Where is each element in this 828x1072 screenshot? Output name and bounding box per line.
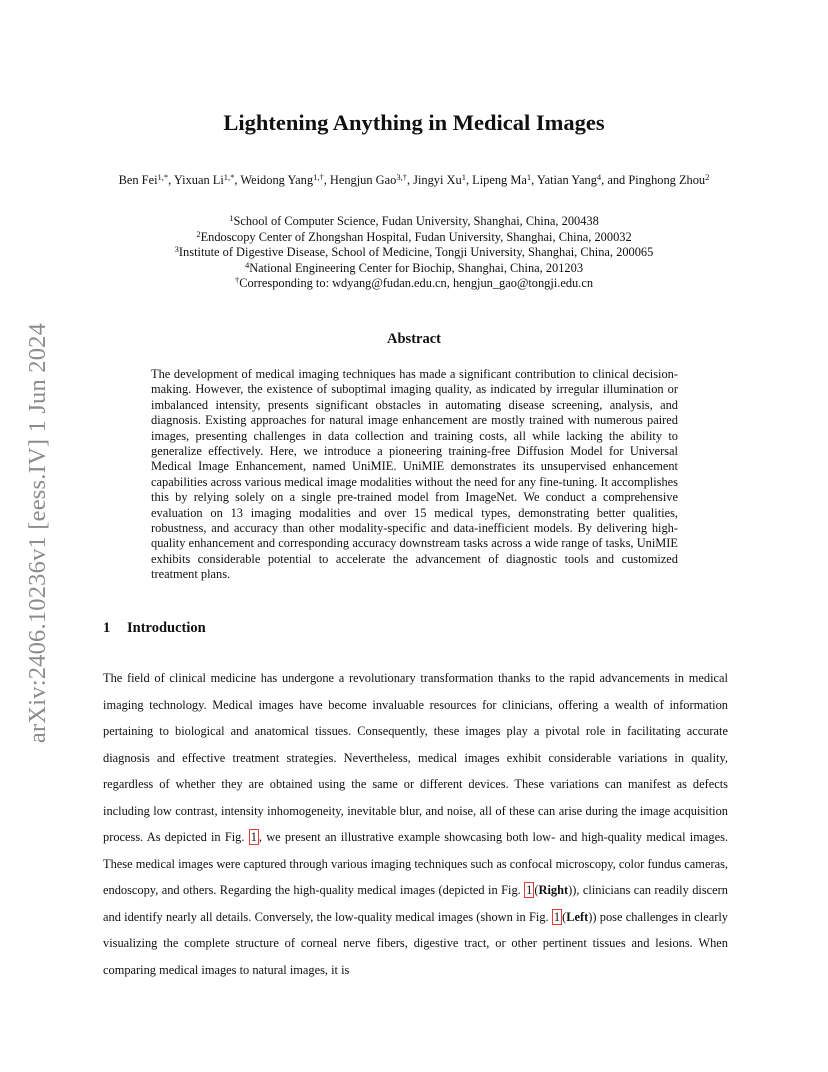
affiliation: $^1$School of Computer Science, Fudan University, Shanghai, China, 200438	[229, 213, 599, 228]
left-label: Left	[566, 909, 589, 924]
figure-reference-link[interactable]: 1	[250, 830, 257, 844]
affiliation-list	[100, 214, 728, 292]
author: Pinghong Zhou$^2$	[628, 172, 710, 187]
affiliation: $^4$National Engineering Center for Biochip, Shanghai, China, 201203	[244, 259, 584, 275]
author-list: Ben Fei$^{1,*}$, Yixuan $Li^{1,*}$, Weidong Yang$^{1,\dagger}$, Hengjun Gao$^{3,\dagger}$, Jingyi Xu$^1$, Lipeng Ma$^1$, Yatian Yang$^4$, and Pinghong Zhou$^2$	[118, 172, 710, 187]
corresponding-author-note: †Corresponding to: wdyang@fudan.edu.cn, hengjun_gao@tongji.edu.cn	[234, 275, 594, 290]
affiliation: $^2$Endoscopy Center of Zhongshan Hospital, Fudan University, Shanghai, China, 200032	[196, 228, 632, 244]
affiliation: $^3$Institute of Digestive Disease, School of Medicine, Tongji University, Shanghai, China, 200065	[174, 244, 654, 259]
arxiv-identifier-stamp	[21, 297, 55, 769]
author: Weidong Yang$^{1,\dagger}$	[240, 172, 324, 187]
figure-reference-link[interactable]: 1	[553, 909, 561, 924]
author: Yixuan $Li^{1,*}$	[173, 172, 235, 187]
section-number: 1	[103, 620, 111, 636]
author: Yatian Yang$^4$	[536, 172, 602, 187]
figure-reference-link[interactable]: 1	[526, 883, 533, 897]
author: Lipeng Ma$^1$	[472, 172, 532, 187]
abstract-text: The development of medical imaging techniques has made a significant contribution to clinical decision-making. However, the existence of suboptimal imaging quality, as indicated by irregular illumination or imbalanced intensity, presents significant obstacles in automating disease screening, analysis, and diagnosis. Existing approaches for natural image enhancement are mostly trained with numerous paired images, presenting challenges in data collection and training costs, all while lacking the ability to generalize effectively. Here, we introduce a pioneering training-free Diffusion Model for Universal Medical Image Enhancement, named UniMIE. UniMIE demonstrates its unsupervised enhancement capabilities across various medical image modalities without the need for any fine-tuning. It accomplishes this by relying solely on a single pre-trained model from ImageNet. We conduct a comprehensive evaluation on 13 imaging modalities and over 15 medical types, demonstrating better qualities, robustness, and accuracy than other modality-specific and data-inefficient models. By delivering high-quality enhancement and corresponding accuracy downstream tasks across a wide range of tasks, UniMIE exhibits considerable potential to accelerate the advancement of diagnostic tools and customized treatment plans.	[151, 367, 678, 582]
author-conjunction: and	[607, 173, 626, 187]
section-title: Introduction	[127, 620, 206, 636]
paper-title: Lightening Anything in Medical Images	[223, 110, 605, 135]
abstract-heading: Abstract	[387, 331, 441, 347]
section-heading	[103, 620, 206, 637]
author: Hengjun Gao$^{3,\dagger}$	[329, 172, 407, 187]
arxiv-identifier-text: arXiv:2406.10236v1 [eess.IV] 1 Jun 2024	[24, 322, 52, 744]
introduction-paragraph: The field of clinical medicine has undergone a revolutionary transformation thanks to the rapid advancements in medical imaging technology. Medical images have become invaluable resources for clinicians, offering a wealth of information pertaining to biological and anatomical tissues. Consequently, these images play a pivotal role in facilitating accurate diagnosis and effective treatment strategies. Nevertheless, medical images exhibit considerable variations in quality, regardless of whether they are obtained using the same or different devices. These variations can manifest as defects including low contrast, intensity inhomogeneity, inevitable blur, and noise, all of these can arise during the image acquisition process. As depicted in Fig. 1 , we present an illustrative example showcasing both low- and high-quality medical images. These medical images were captured through various imaging techniques such as confocal microscopy, color fundus cameras, endoscopy, and others. Regarding the high-quality medical images (depicted in Fig. 1 (Right)), clinicians can readily discern and identify nearly all details. Conversely, the low-quality medical images (shown in Fig. 1 (Left)) pose challenges in clearly visualizing the complete structure of corneal nerve fibers, digestive tract, or other pertinent tissues and lesions. When comparing medical images to natural images, it is	[103, 671, 728, 977]
right-label: Right	[538, 883, 569, 897]
author: Ben Fei$^{1,*}$	[118, 172, 169, 187]
author: Jingyi Xu$^1$	[413, 172, 466, 187]
